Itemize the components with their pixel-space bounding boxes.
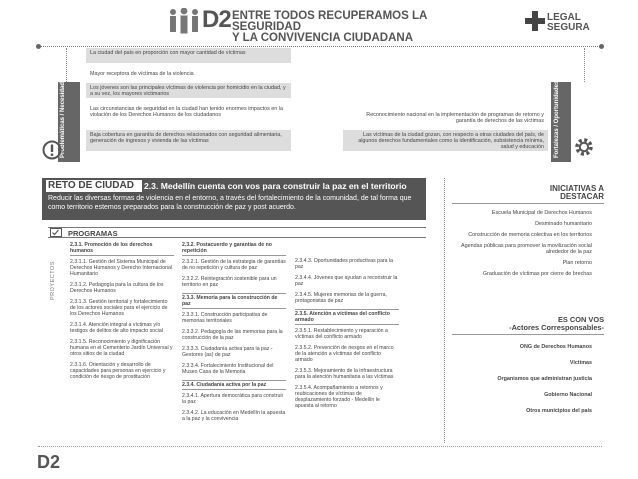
initiative-item: Agendas públicas para promover la movilización social alrededor de la paz [461,243,592,255]
project-item: 2.3.5.1. Restablecimiento y reparación a víctimas del conflicto armado [295,328,388,340]
stakeholder-item: Otros municipios del país [526,408,592,414]
project-item: 2.3.3.1. Construcción participativa de memorias territoriales [182,312,268,324]
project-item: 2.3.5.3. Mejoramiento de la infraestructura para la atención humanitaria a las víctimas [295,368,394,380]
connector-right [584,48,585,82]
brand-name [547,13,590,33]
stakeholder-item: Organismos que administran justicia [497,376,592,382]
reto-heading: 2.3. Medellín cuenta con vos para construir la paz en el territorio [144,181,407,191]
projects-label: PROYECTOS [50,261,56,300]
project-item: 2.3.4.4. Jóvenes que ayudan a reconstruir la paz [295,275,398,287]
project-item: 2.3.1.2. Pedagogía para la cultura de los Derechos Humanos [70,282,164,294]
initiatives-title-line2: DESTACAR [560,192,604,201]
header-title [232,11,482,44]
footer-code: D2 [37,452,61,472]
project-item: 2.3.3.4. Fortalecimiento Institucional del Museo Casa de la Memoria [182,363,274,375]
project-item: 2.3.5.4. Acompañamiento a retornos y reubicaciones de víctimas de desplazamiento forzado - Medellín le apuesta al retorno [295,385,383,409]
project-item: 2.3.2.1. Gestión de la estrategia de garantías de no repetición y cultura de paz [182,259,286,271]
program-col-2 [182,242,286,427]
strength-item: Las víctimas de la ciudad gozan, con respecto a otras ciudades del país, de algunos derechos fundamentales como la identificación, subsistencia mínima, salud y educación [343,130,548,151]
initiative-item: Plan retorno [562,260,592,266]
program-col-3 [295,258,399,414]
header-logo-code: D2 [202,6,231,33]
stakeholder-item: ONG de Derechos Humanos [519,344,592,350]
brand-line1: LEGAL [547,12,581,23]
project-item: 2.3.4.3. Oportunidades productivas para la paz [295,258,394,270]
project-item: 2.3.1.4. Atención integral a víctimas y/o testigos de delitos de alto impacto social [70,322,163,334]
stakeholders-title [452,316,604,335]
problem-item: Las circunstancias de seguridad en la ciudad han tenido enormes impactos en la violación de los Derechos Humanos de los ciudadanos [90,106,283,118]
project-item: 2.3.1.3. Gestión territorial y fortalecimiento de los actores sociales para el ejercicio de los Derechos Humanos [70,299,168,317]
gear-icon [573,136,595,158]
header-divider [38,46,602,47]
stakeholder-item: Gobierno Nacional [544,392,592,398]
strengths-label-bar [551,82,571,162]
project-item: 2.3.1.6. Orientación y desarrollo de capacidades para personas en ejercicio y condición de riesgo de prostitución [70,362,166,380]
exclamation-icon [42,140,62,160]
problems-label: Problemáticas / Necesidades [60,75,66,158]
footer-divider [38,446,602,447]
program-title: 2.3.2. Postacuerdo y garantías de no repetición [182,242,286,256]
program-title: 2.3.1. Promoción de los derechos humanos [70,242,174,256]
project-item: 2.3.5.2. Prevención de riesgos en el marco de la atención a víctimas del conflicto armado [295,345,394,363]
strength-item: Reconocimiento nacional en la implementación de programas de retorno y garantía de derechos de las víctimas [366,112,544,124]
program-subtitle: 2.3.5. Atención a víctimas del conflicto armado [295,309,399,325]
initiative-item: Graduación de víctimas por cierre de brechas [482,271,592,277]
program-subtitle: 2.3.3. Memoria para la construcción de paz [182,293,286,309]
problem-item: Baja cobertura en garantía de derechos relacionados con seguridad alimentaria, generación de ingresos y vivienda de las víctimas [86,130,291,151]
project-item: 2.3.1.5. Reconocimiento y dignificación humana en el Cementerio Jardín Universal y otros sitios de la ciudad [70,339,173,357]
checklist-icon [50,228,62,237]
problem-item: Mayor receptora de víctimas de la violencia [90,71,194,77]
brand-line2: SEGURA [547,22,590,33]
reto-label: RETO DE CIUDAD [46,180,142,192]
program-subtitle: 2.3.4. Ciudadanía activa por la paz [182,380,286,390]
initiative-item: Construcción de memoria colectiva en los territorios [468,232,592,238]
header-title-line2: Y LA CONVIVENCIA CIUDADANA [232,32,414,44]
project-item: 2.3.4.5. Mujeres memorias de la guerra, protagonistas de paz [295,292,387,304]
divider-dot-left [36,44,41,49]
people-icon [168,8,202,34]
header-title-line1: ENTRE TODOS RECUPERAMOS LA SEGURIDAD [232,10,427,33]
problem-item: Los jóvenes son las principales víctimas de violencia por homicidio en la ciudad, y a su vez, los mayores victimarios [86,83,291,98]
programs-label: PROGRAMAS [68,229,118,238]
initiative-item: Escuela Municipal de Derechos Humanos [491,210,592,216]
project-item: 2.3.4.1. Apertura democrática para construir la paz [182,393,284,405]
stakeholders-title-line1: ES CON VOS [558,315,604,324]
plus-icon [524,10,546,32]
initiatives-title-line1: INICIATIVAS A [549,184,604,193]
initiative-item: Desminado humanitario [535,221,592,227]
project-item: 2.3.3.3. Ciudadanía activa para la paz - Gestores (as) de paz [182,346,273,358]
initiatives-list [452,210,592,282]
project-item: 2.3.1.1. Gestión del Sistema Municipal de Derechos Humanos y Derecho Internacional Humanitario [70,259,173,277]
problem-item: La ciudad del país en proporción con mayor cantidad de víctimas [86,48,291,63]
program-col-1 [70,242,174,385]
initiatives-title [452,185,604,204]
reto-body: Reducir las diversas formas de violencia en el entorno, a través del fortalecimiento de la comunidad, de tal forma que como territorio estemos preparados para la construcción de paz y post acuerdo. [48,195,412,211]
stakeholders-title-line2: -Actores Corresponsables- [509,323,604,332]
connector-left [66,48,67,82]
divider-dot-right [599,44,604,49]
right-column-divider [444,178,445,443]
strengths-label: Fortalezas / Oportunidades [554,80,560,158]
stakeholders-list [452,344,592,424]
project-item: 2.3.2.2. Reintegración sostenible para un territorio en paz [182,276,277,288]
project-item: 2.3.3.2. Pedagogía de las memorias para la construcción de la paz [182,329,283,341]
project-item: 2.3.4.2. La educación en Medellín la apuesta a la paz y la convivencia [182,410,286,422]
stakeholder-item: Víctimas [569,360,592,366]
